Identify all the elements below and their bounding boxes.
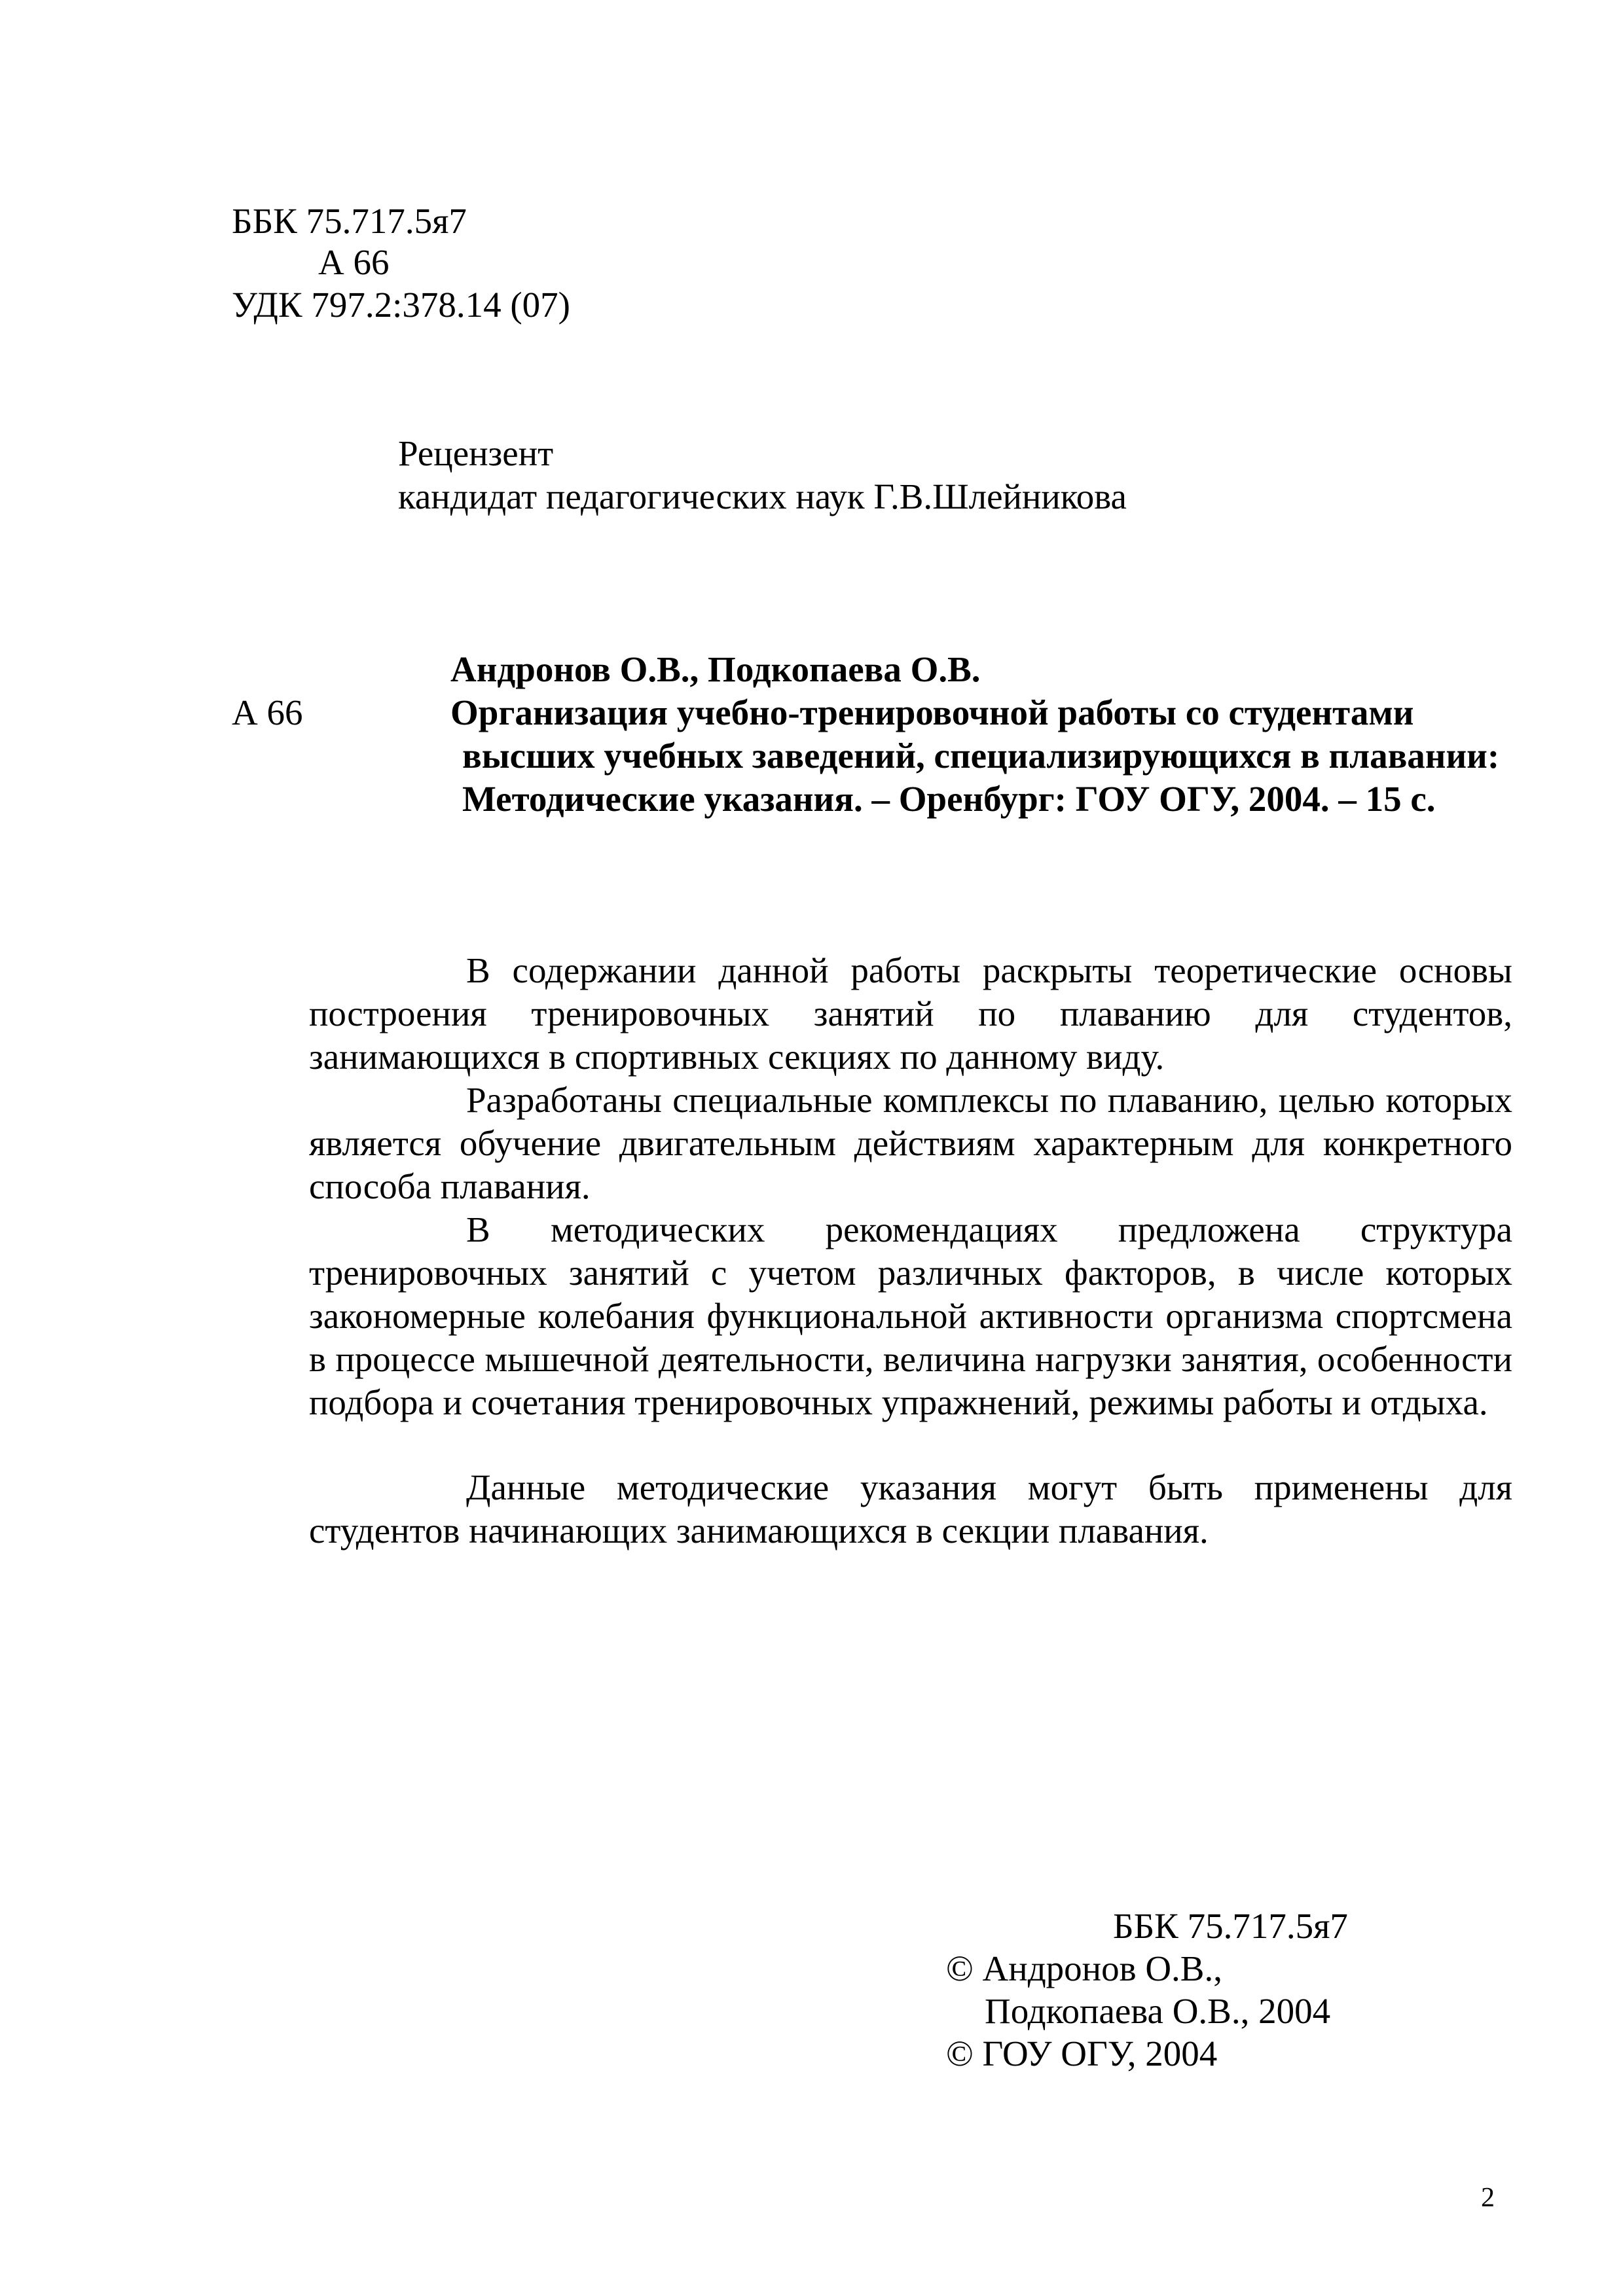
page-number: 2 — [1481, 2183, 1495, 2213]
copyright-bbk: ББК 75.717.5я7 — [1113, 1906, 1348, 1946]
abstract-paragraph-2: Разработаны специальные комплексы по плаванию, целью которых является обучение двигательным действиям характерным для конкретного способа плавания. — [309, 1080, 1512, 1206]
reviewer-name: кандидат педагогических наук Г.В.Шлейникова — [398, 476, 1127, 516]
abstract-paragraph-3: В методических рекомендациях предложена структура тренировочных занятий с учетом различных факторов, в числе которых закономерные колебания функциональной активности организма спортсмена в процессе мышечной деятельности, величина нагрузки занятия, особенности подбора и сочетания тренировочных упражнений, режимы работы и отдыха. — [309, 1210, 1512, 1422]
book-title-line1: Организация учебно-тренировочной работы со студентами — [450, 692, 1414, 732]
abstract-paragraph-4: Данные методические указания могут быть применены для студентов начинающих занимающихся в секции плавания. — [309, 1467, 1512, 1551]
copyright-publisher: © ГОУ ОГУ, 2004 — [946, 2034, 1218, 2073]
book-title-continuation: высших учебных заведений, специализирующихся в плавании: Методические указания. – Оренбург: ГОУ ОГУ, 2004. – 15 с. — [462, 736, 1500, 819]
book-authors: Андронов О.В., Подкопаева О.В. — [450, 649, 981, 689]
reviewer-label: Рецензент — [398, 433, 554, 473]
author-mark: А 66 — [318, 242, 390, 282]
copyright-authors-line2: Подкопаева О.В., 2004 — [985, 1991, 1331, 2031]
abstract-paragraph-1: В содержании данной работы раскрыты теоретические основы построения тренировочных занятий по плаванию для студентов, занимающихся в спортивных секциях по данному виду. — [309, 950, 1512, 1077]
copyright-authors-line1: © Андронов О.В., — [946, 1948, 1222, 1988]
udk-code: УДК 797.2:378.14 (07) — [232, 285, 570, 325]
bibliographic-author-mark: А 66 — [232, 692, 303, 732]
bbk-code: ББК 75.717.5я7 — [232, 201, 467, 241]
